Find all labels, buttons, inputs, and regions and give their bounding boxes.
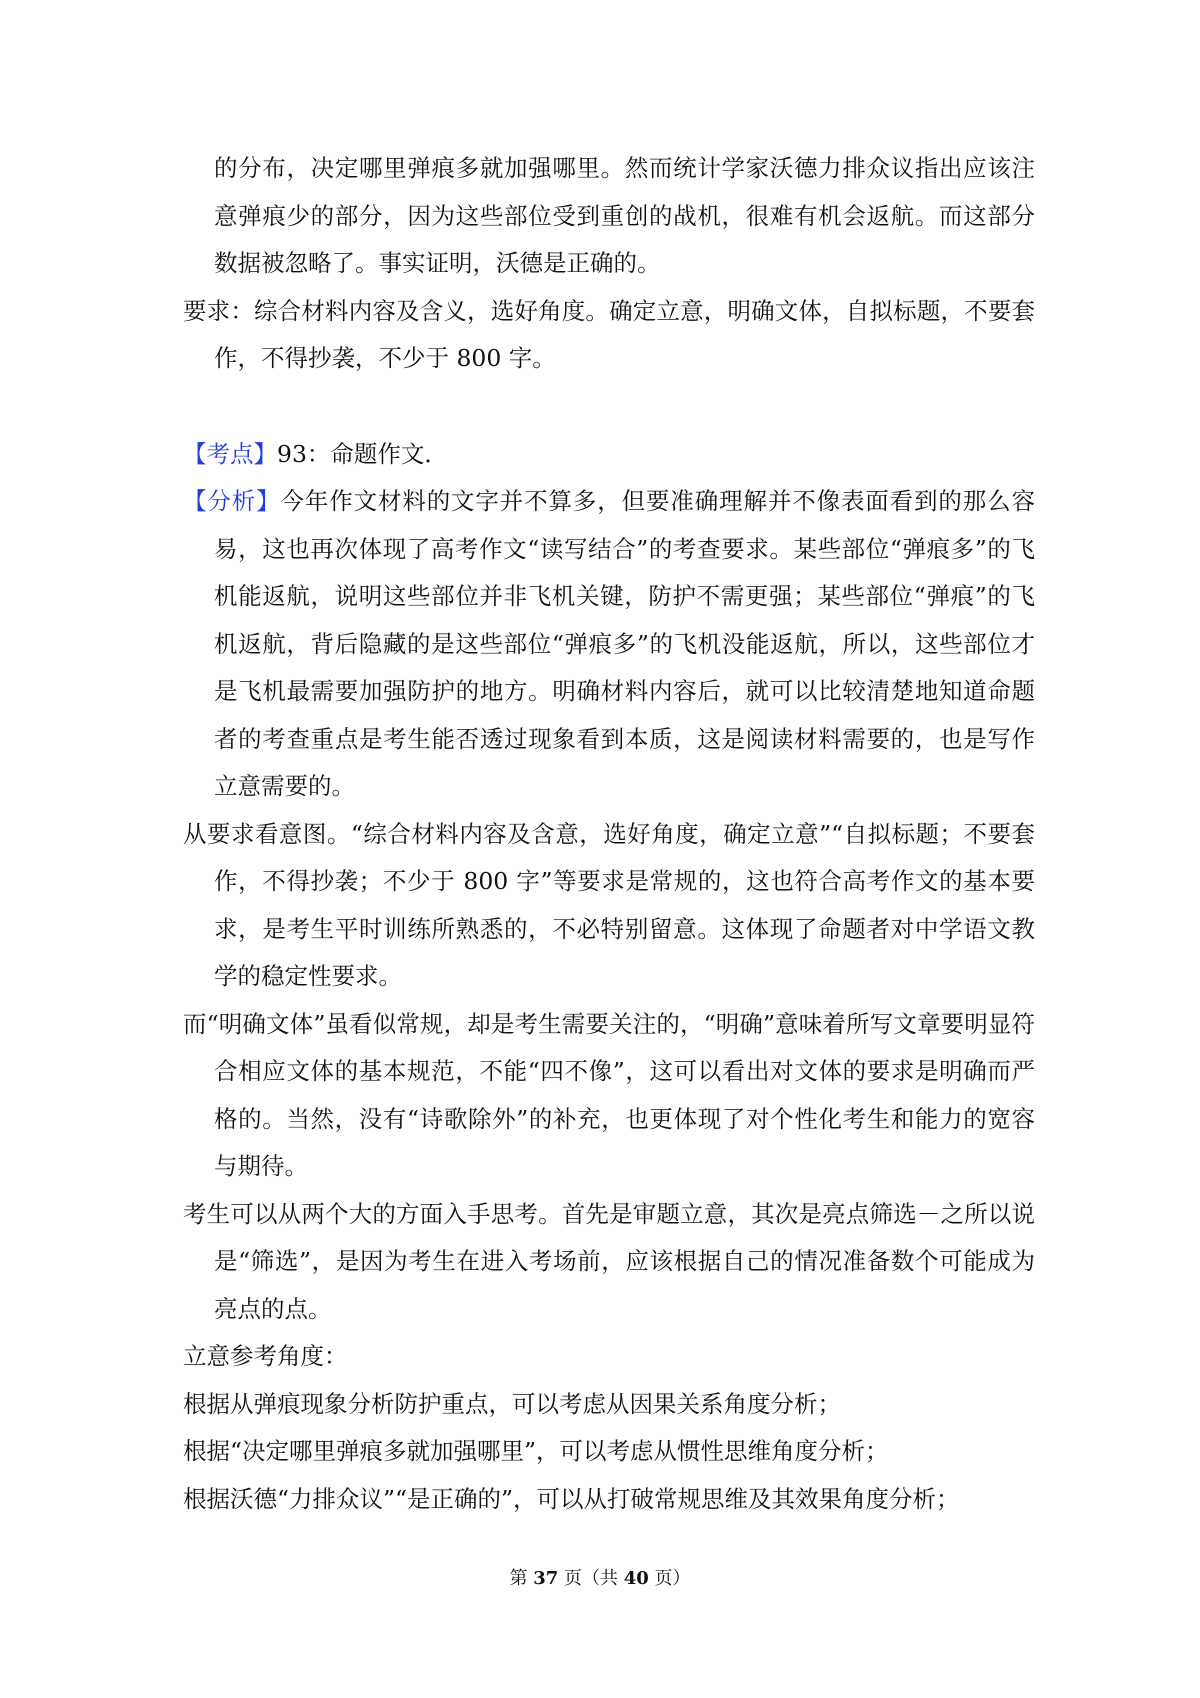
page-footer bbox=[0, 1567, 1200, 1591]
angle-item: 根据“决定哪里弹痕多就加强哪里”，可以考虑从惯性思维角度分析； bbox=[183, 1437, 889, 1465]
essay-requirement: 要求：综合材料内容及含义，选好角度。确定立意，明确文体，自拟标题，不要套作，不得抄袭，不少于 800 字。 bbox=[183, 296, 1035, 372]
footer-prefix: 第 bbox=[509, 1568, 534, 1589]
angle-item: 根据沃德“力排众议”“是正确的”，可以从打破常规思维及其效果角度分析； bbox=[183, 1484, 960, 1513]
analysis-paragraph-approach: 考生可以从两个大的方面入手思考。首先是审题立意，其次是亮点筛选－之所以说是“筛选”，是因为考生在进入考场前，应该根据自己的情况准备数个可能成为亮点的点。 bbox=[183, 1199, 1035, 1323]
kaodian-paragraph bbox=[183, 431, 1035, 479]
kaodian-label: 【考点】 bbox=[183, 439, 277, 468]
fenxi-text: 今年作文材料的文字并不算多，但要准确理解并不像表面看到的那么容易，这也再次体现了高考作文“读写结合”的考查要求。某些部位“弹痕多”的飞机能返航，说明这些部位并非飞机关键，防护不需更强；某些部位“弹痕”的飞机返航，背后隐藏的是这些部位“弹痕多”的飞机没能返航，所以，这些部位才是飞机最需要加强防护的地方。明确材料内容后，就可以比较清楚地知道命题者的考查重点是考生能否透过现象看到本质，这是阅读材料需要的，也是写作立意需要的。 bbox=[214, 487, 1036, 800]
analysis-paragraph-genre: 而“明确文体”虽看似常规，却是考生需要关注的，“明确”意味着所写文章要明显符合相应文体的基本规范，不能“四不像”，这可以看出对文体的要求是明确而严格的。当然，没有“诗歌除外”的补充，也更体现了对个性化考生和能力的宽容与期待。 bbox=[183, 1009, 1035, 1180]
fenxi-paragraph bbox=[183, 478, 1035, 811]
angle-heading: 立意参考角度： bbox=[183, 1342, 348, 1370]
kaodian-text: 93：命题作文． bbox=[277, 439, 448, 468]
footer-suffix: 页） bbox=[648, 1568, 691, 1589]
angle-item: 根据从弹痕现象分析防护重点，可以考虑从因果关系角度分析； bbox=[183, 1389, 841, 1418]
section-gap bbox=[183, 383, 1035, 431]
analysis-paragraph-intent: 从要求看意图。“综合材料内容及含意，选好角度，确定立意”“自拟标题；不要套作，不得抄袭；不少于 800 字”等要求是常规的，这也符合高考作文的基本要求，是考生平时训练所熟悉的，不必特别留意。这体现了命题者对中学语文教学的稳定性要求。 bbox=[183, 819, 1035, 990]
footer-middle: 页（共 bbox=[558, 1568, 624, 1589]
page-content bbox=[183, 145, 1035, 1523]
total-pages-number: 40 bbox=[623, 1568, 649, 1589]
material-continuation: 的分布，决定哪里弹痕多就加强哪里。然而统计学家沃德力排众议指出应该注意弹痕少的部分，因为这些部位受到重创的战机，很难有机会返航。而这部分数据被忽略了。事实证明，沃德是正确的。 bbox=[214, 154, 1035, 277]
fenxi-label: 【分析】 bbox=[183, 487, 281, 515]
current-page-number: 37 bbox=[533, 1568, 559, 1589]
